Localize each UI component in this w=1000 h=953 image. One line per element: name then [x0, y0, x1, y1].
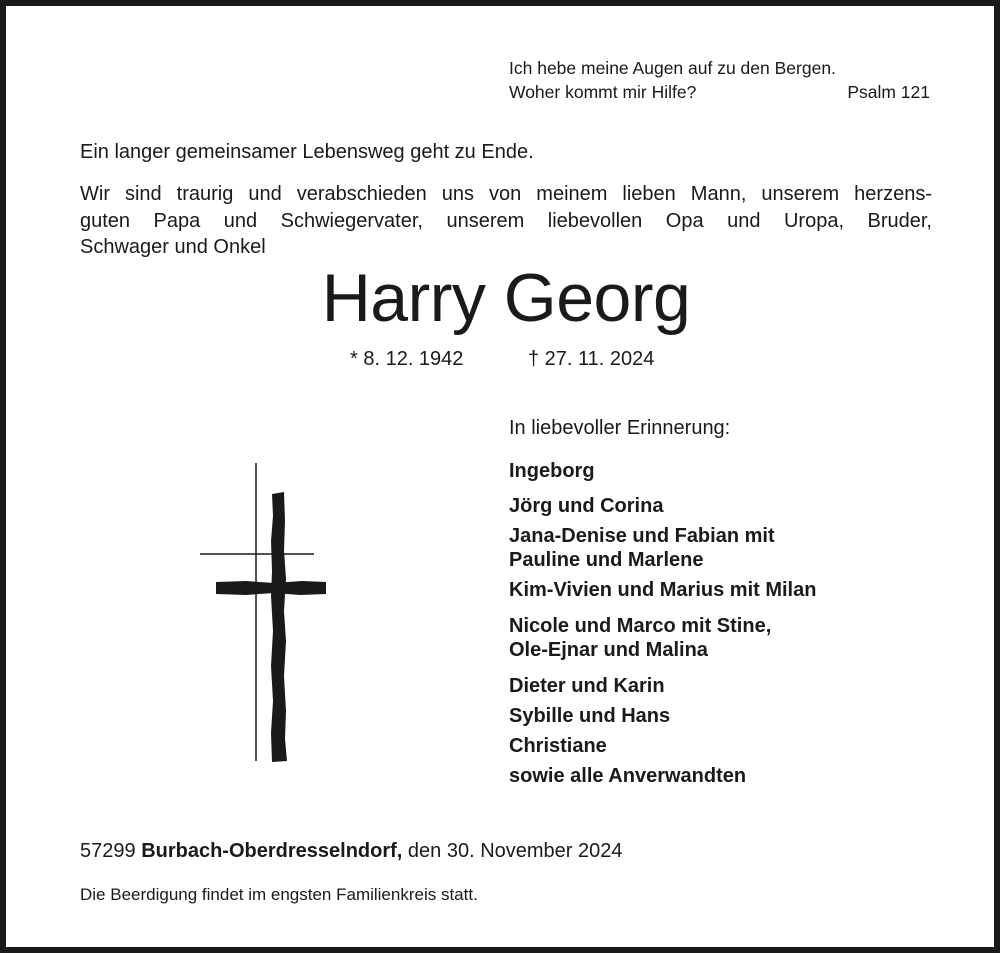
farewell-paragraph [80, 181, 932, 261]
mourner-line: sowie alle Anverwandten [509, 765, 747, 787]
mourner-line: Nicole und Marco mit Stine, [509, 615, 772, 637]
birth-date: * 8. 12. 1942 [350, 348, 464, 370]
place-and-date [80, 839, 623, 863]
funeral-note: Die Beerdigung findet im engsten Familienkreis statt. [80, 885, 478, 904]
mourner-line: Ole-Ejnar und Malina [509, 639, 708, 661]
mourner-line: Kim-Vivien und Marius mit Milan [509, 579, 817, 601]
mourner-line: Jana-Denise und Fabian mit [509, 525, 775, 547]
postcode: 57299 [80, 840, 136, 862]
mourner-line: Christiane [509, 735, 607, 757]
mourner-line: Pauline und Marlene [509, 549, 704, 571]
cross-icon [196, 461, 331, 766]
mourner-line: Sybille und Hans [509, 705, 671, 727]
notice-date: den 30. November 2024 [407, 840, 623, 862]
intro-sentence: Ein langer gemeinsamer Lebensweg geht zu Ende. [80, 141, 534, 163]
farewell-line-2: guten Papa und Schwiegervater, unserem liebevollen Opa und Uropa, Bruder, [80, 209, 932, 232]
memory-heading: In liebevoller Erinnerung: [509, 417, 731, 439]
psalm-verse-line-1: Ich hebe meine Augen auf zu den Bergen. [509, 58, 836, 78]
deceased-name: Harry Georg [321, 260, 691, 336]
mourner-line: Dieter und Karin [509, 675, 665, 697]
mourner-line: Ingeborg [509, 460, 595, 482]
death-date: † 27. 11. 2024 [528, 348, 655, 370]
farewell-line-3: Schwager und Onkel [80, 236, 266, 258]
farewell-line-1: Wir sind traurig und verabschieden uns von meinem lieben Mann, unserem herzens- [80, 183, 932, 205]
town: Burbach-Oberdresselndorf, [141, 840, 403, 862]
psalm-verse-line-2 [509, 81, 930, 103]
psalm-reference: Psalm 121 [847, 82, 930, 102]
psalm-verse-text: Woher kommt mir Hilfe? [509, 82, 697, 102]
mourner-line: Jörg und Corina [509, 495, 664, 517]
